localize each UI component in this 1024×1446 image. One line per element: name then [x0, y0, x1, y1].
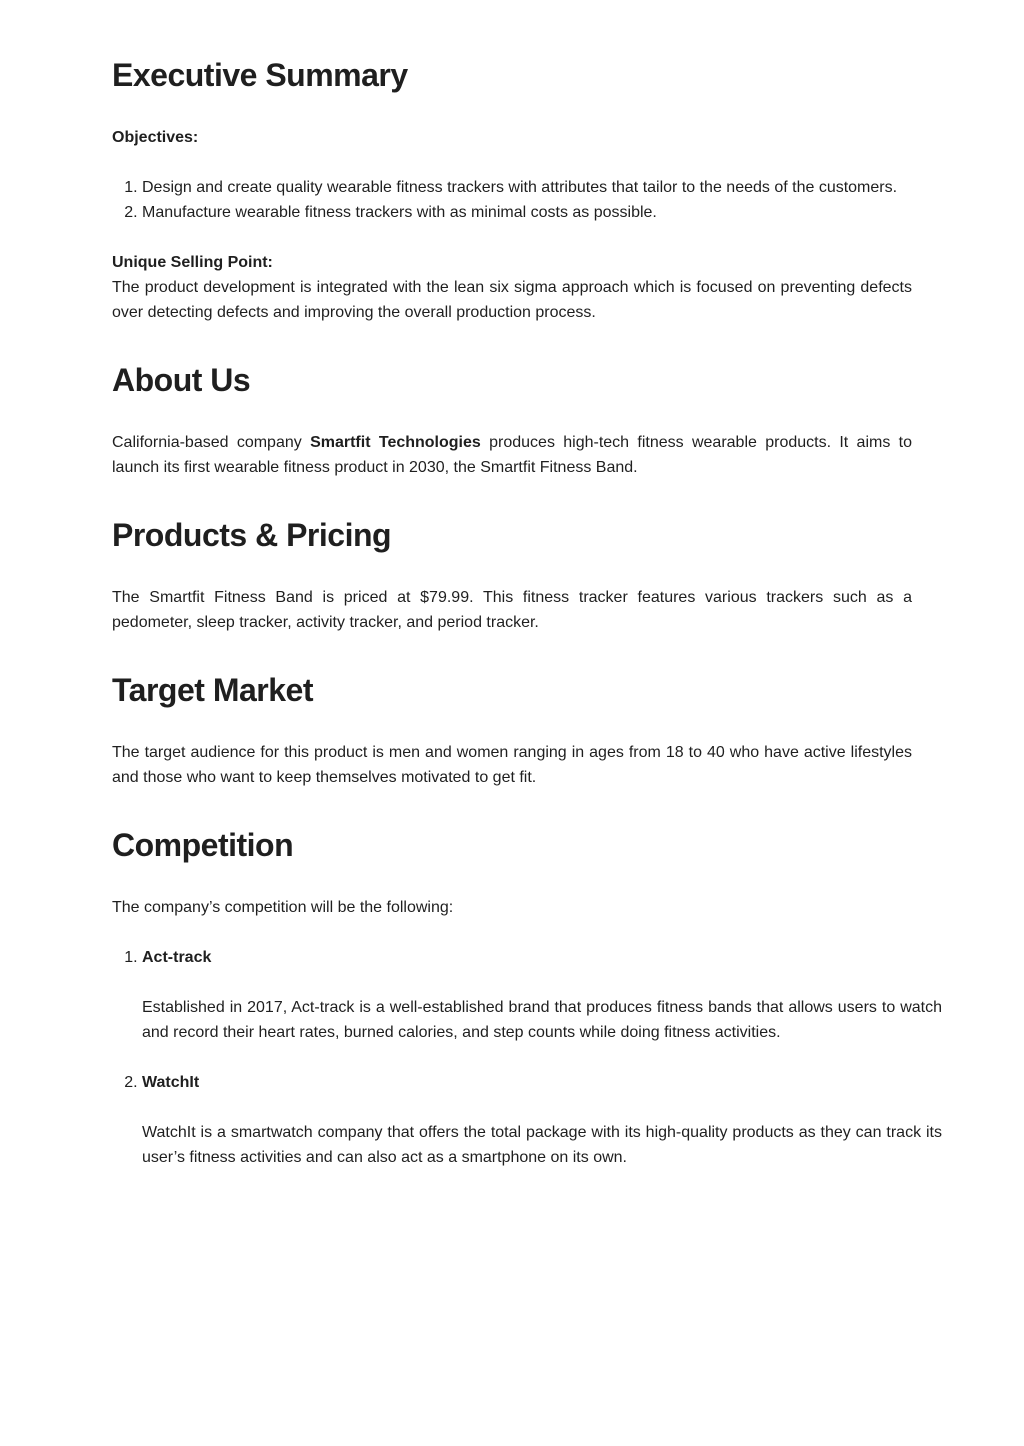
company-name: Smartfit Technologies: [310, 434, 481, 451]
usp-label: Unique Selling Point:: [112, 254, 273, 271]
objectives-list: [112, 175, 942, 225]
executive-summary-heading: Executive Summary: [112, 57, 408, 93]
competition-intro: The company’s competition will be the following:: [112, 899, 454, 916]
competitor-description: WatchIt is a smartwatch company that offers the total package with its high-quality products as they can track its user’s fitness activities and can also act as a smartphone on its own.: [142, 1124, 942, 1166]
competition-heading: Competition: [112, 827, 294, 863]
competitor-name: WatchIt: [142, 1074, 200, 1091]
about-text-after: produces high-tech fitness wearable products. It aims to launch its first wearable fitness product in 2030, the Smartfit Fitness Band.: [112, 434, 912, 476]
about-text-before: California-based company: [112, 434, 311, 451]
usp-text: The product development is integrated with the lean six sigma approach which is focused on preventing defects over detecting defects and improving the overall production process.: [112, 279, 912, 321]
objectives-label: Objectives:: [112, 129, 199, 146]
products-pricing-heading: Products & Pricing: [112, 517, 392, 553]
target-market-text: The target audience for this product is men and women ranging in ages from 18 to 40 who have active lifestyles and those who want to keep themselves motivated to get fit.: [112, 744, 912, 786]
competitor-description: Established in 2017, Act-track is a well-established brand that produces fitness bands that allows users to watch and record their heart rates, burned calories, and step counts while doing fitness activities.: [142, 999, 942, 1041]
competitor-item: [142, 1070, 942, 1170]
usp-block: [112, 250, 912, 325]
about-us-heading: About Us: [112, 362, 251, 398]
objective-item: 2. Manufacture wearable fitness trackers with as minimal costs as possible.: [142, 200, 942, 225]
about-us-text: [112, 430, 912, 480]
competition-list: [112, 945, 942, 1195]
target-market-heading: Target Market: [112, 672, 313, 708]
objective-item: 1. Design and create quality wearable fitness trackers with attributes that tailor to the needs of the customers.: [142, 175, 942, 200]
products-pricing-text: The Smartfit Fitness Band is priced at $79.99. This fitness tracker features various trackers such as a pedometer, sleep tracker, activity tracker, and period tracker.: [112, 589, 912, 631]
competitor-item: [142, 945, 942, 1045]
competitor-name: Act-track: [142, 949, 212, 966]
